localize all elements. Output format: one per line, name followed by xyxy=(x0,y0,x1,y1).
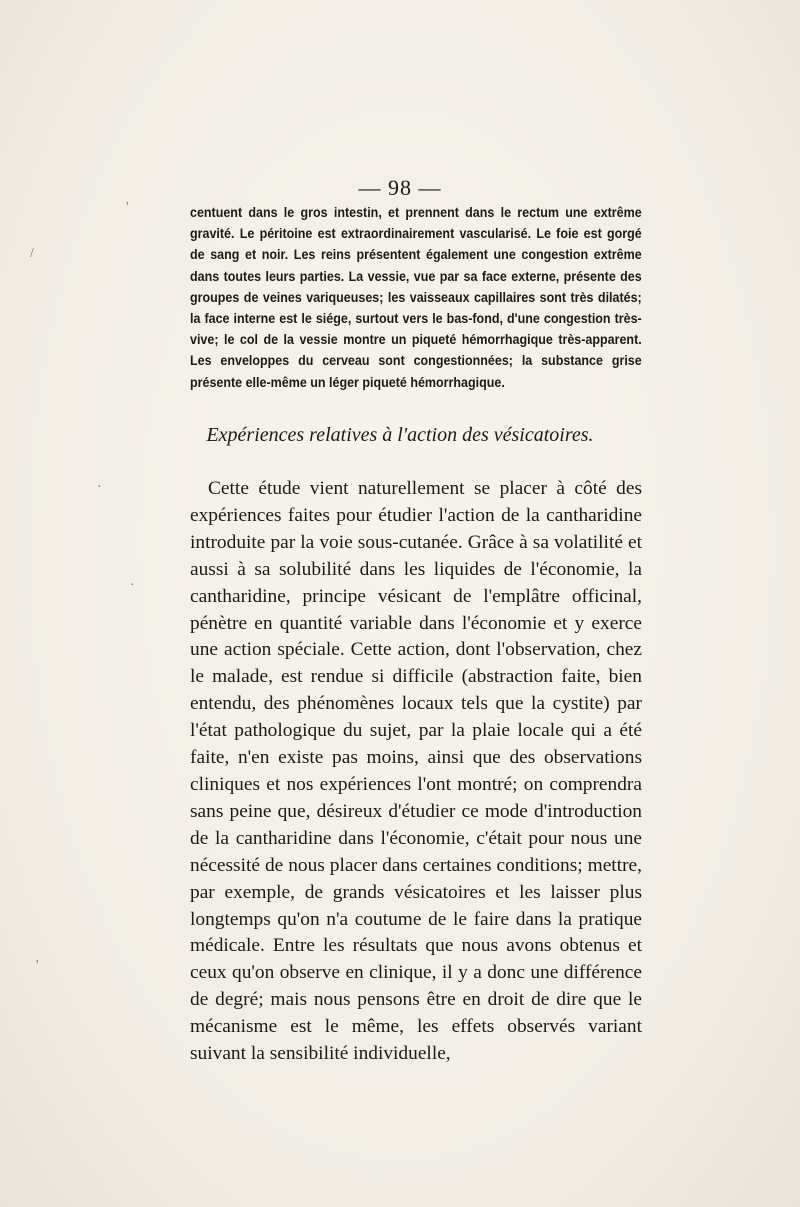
stray-mark: · xyxy=(97,480,102,495)
stray-mark: / xyxy=(30,246,34,261)
body-paragraph: Cette étude vient naturellement se placer à côté des expériences faites pour étudier l'action de la cantharidine introduite par la voie sous-cutanée. Grâce à sa volatilité et aussi à sa solubilité dans les liquides de l'économie, la cantharidine, principe vésicant de l'emplâtre officinal, pénètre en quantité variable dans l'économie et y exerce une action spéciale. Cette action, dont l'observation, chez le malade, est rendue si difficile (abstraction faite, bien entendu, des phénomènes locaux tels que la cystite) par l'état pathologique du sujet, par la plaie locale qui a été faite, n'en existe pas moins, ainsi que des observations cliniques et nos expériences l'ont montré; on comprendra sans peine que, désireux d'étudier ce mode d'introduction de la cantharidine dans l'économie, c'était pour nous une nécessité de nous placer dans certaines conditions; mettre, par exemple, de grands vésicatoires et les laisser plus longtemps qu'on n'a coutume de le faire dans la pratique médicale. Entre les résultats que nous avons obtenus et ceux qu'on observe en clinique, il y a donc une différence de degré; mais nous pensons être en droit de dire que le mécanisme est le même, les effets observés variant suivant la sensibilité individuelle, xyxy=(190,478,642,1065)
stray-mark: ' xyxy=(36,958,39,973)
body-text xyxy=(190,476,642,1068)
stray-mark: · xyxy=(130,578,135,593)
page-number: — 98 — xyxy=(358,175,442,200)
stray-mark: ' xyxy=(126,200,129,215)
section-title: Expériences relatives à l'action des vésicatoires. xyxy=(206,424,594,446)
small-print-paragraph: centuent dans le gros intestin, et prennent dans le rectum une extrême gravité. Le péritoine est extraordinairement vascularisé. Le foie est gorgé de sang et noir. Les reins présentent également une congestion extrême dans toutes leurs parties. La vessie, vue par sa face externe, présente des groupes de veines variqueuses; les vaisseaux capillaires sont très dilatés; la face interne est le siége, surtout vers le bas-fond, d'une congestion très-vive; le col de la vessie montre un piqueté hémorrhagique très-apparent. Les enveloppes du cerveau sont congestionnées; la substance grise présente elle-même un léger piqueté hémorrhagique. xyxy=(190,205,642,390)
